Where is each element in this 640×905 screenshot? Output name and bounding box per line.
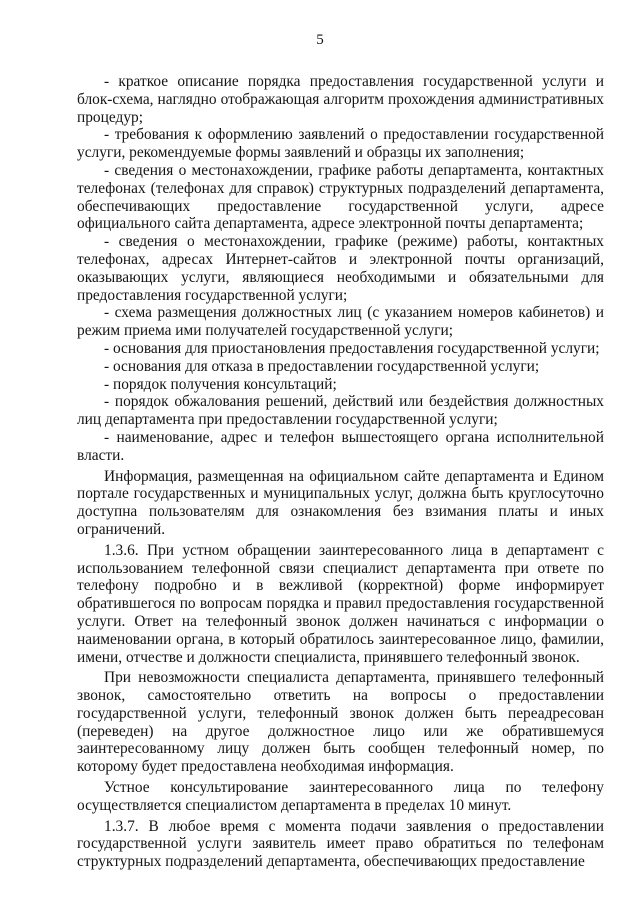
- paragraph-7: - основания для отказа в предоставлении государственной услуги;: [104, 357, 540, 375]
- paragraph-15: 1.3.7. В любое время с момента подачи заявления о предоставлении государственной услуги заявитель имеет право обратиться по телефонам структурных подразделений департамента, обеспечивающих предоставление: [77, 817, 604, 871]
- paragraph-13: При невозможности специалиста департамента, принявшего телефонный звонок, самостоятельно ответить на вопросы о предоставлении государственной услуги, телефонный звонок должен быть переадресован (переведен) на другое должностное лицо или же обратившемуся заинтересованному лицу должен быть сообщен телефонный номер, по которому будет предоставлена необходимая информация.: [77, 669, 604, 776]
- paragraph-9: - порядок обжалования решений, действий или бездействия должностных лиц департамента при предоставлении государственной услуги;: [77, 393, 604, 429]
- paragraph-3: - сведения о местонахождении, графике работы департамента, контактных телефонах (телефонах для справок) структурных подразделений департамента, обеспечивающих предоставление государственной услуги, адресе официального сайта департамента, адресе электронной почты департамента;: [77, 161, 604, 233]
- paragraph-5: - схема размещения должностных лиц (с указанием номеров кабинетов) и режим приема ими получателей государственной услуги;: [77, 304, 604, 340]
- paragraph-6: - основания для приостановления предоставления государственной услуги;: [104, 339, 600, 357]
- page-number: 5: [316, 32, 324, 48]
- paragraph-2: - требования к оформлению заявлений о предоставлении государственной услуги, рекомендуемые формы заявлений и образцы их заполнения;: [77, 126, 604, 162]
- document-body: [77, 73, 604, 871]
- paragraph-14: Устное консультирование заинтересованного лица по телефону осуществляется специалистом департамента в пределах 10 минут.: [77, 779, 604, 814]
- paragraph-8: - порядок получения консультаций;: [104, 375, 337, 393]
- paragraph-4: - сведения о местонахождении, графике (режиме) работы, контактных телефонах, адресах Интернет-сайтов и электронной почты организаций, оказывающих услуги, являющиеся необходимыми и обязательными для предоставления государственной услуги;: [77, 233, 604, 304]
- paragraph-10: - наименование, адрес и телефон вышестоящего органа исполнительной власти.: [77, 428, 604, 464]
- paragraph-11: Информация, размещенная на официальном сайте департамента и Едином портале государственных и муниципальных услуг, должна быть круглосуточно доступна пользователям для ознакомления без взимания платы и иных ограничений.: [77, 467, 604, 538]
- paragraph-12: 1.3.6. При устном обращении заинтересованного лица в департамент с использованием телефонной связи специалист департамента при ответе по телефону подробно и в вежливой (корректной) форме информирует обратившегося по вопросам порядка и правил предоставления государственной услуги. Ответ на телефонный звонок должен начинаться с информации о наименовании органа, в который обратилось заинтересованное лицо, фамилии, имени, отчестве и должности специалиста, принявшего телефонный звонок.: [77, 541, 604, 666]
- paragraph-1: - краткое описание порядка предоставления государственной услуги и блок-схема, наглядно отображающая алгоритм прохождения административных процедур;: [77, 73, 604, 126]
